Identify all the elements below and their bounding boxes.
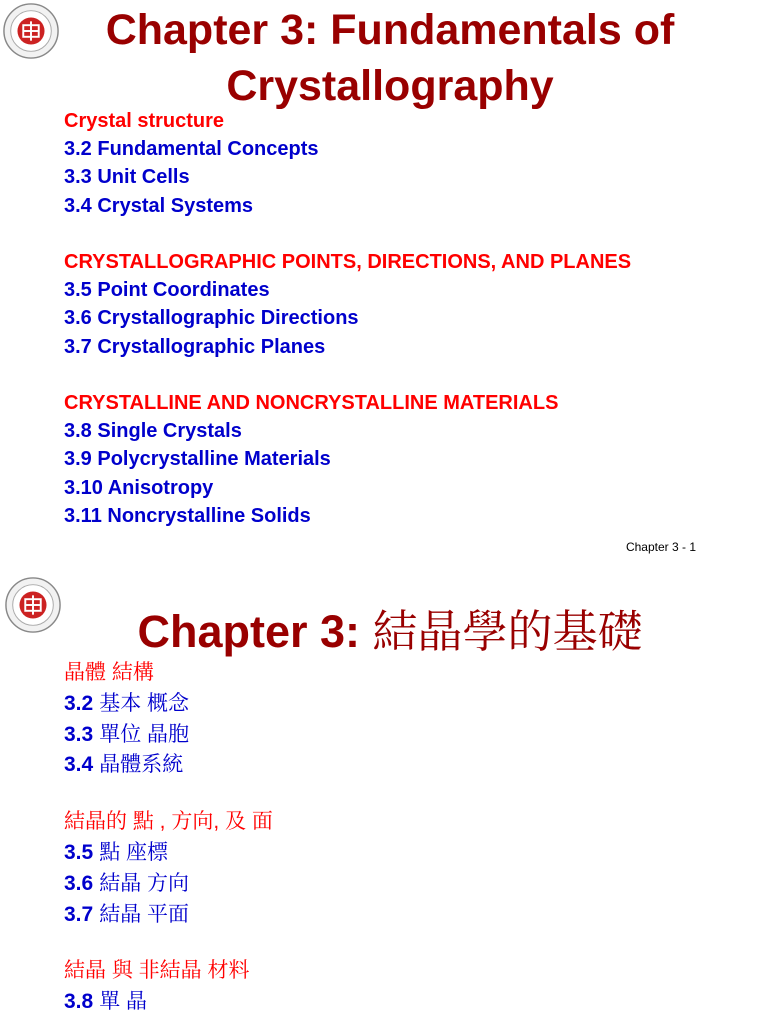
table-of-contents: [64, 107, 664, 530]
item-number: 3.6: [64, 871, 94, 895]
section-heading: Crystal structure: [64, 110, 225, 132]
title-line-1: Chapter 3: Fundamentals of: [105, 6, 675, 54]
toc-item: [64, 900, 664, 931]
toc-item: 3.2 Fundamental Concepts: [64, 138, 319, 161]
university-seal-icon: [2, 2, 60, 60]
section-heading: CRYSTALLINE AND NONCRYSTALLINE MATERIALS: [64, 392, 559, 414]
section-spacer: [64, 220, 664, 248]
section-heading: 結晶 與 非結晶 材料: [64, 959, 250, 983]
toc-item: [64, 987, 664, 1018]
toc-item: 3.8 Single Crystals: [64, 420, 242, 443]
toc-item: 3.5 Point Coordinates: [64, 279, 270, 302]
section-spacer: [64, 781, 664, 807]
toc-item: 3.10 Anisotropy: [64, 476, 214, 499]
toc-item: 3.9 Polycrystalline Materials: [64, 448, 331, 471]
slide-title: [100, 602, 680, 662]
item-number: 3.2: [64, 691, 94, 715]
table-of-contents: [64, 658, 664, 1018]
page-number: Chapter 3 - 1: [625, 540, 696, 554]
title-line-2: Crystallography: [226, 62, 554, 110]
item-number: 3.8: [64, 990, 94, 1014]
title-english: Chapter 3:: [137, 606, 373, 657]
item-text: 結晶 平面: [99, 902, 190, 926]
item-number: 3.4: [64, 753, 94, 777]
toc-item: 3.4 Crystal Systems: [64, 194, 254, 217]
item-number: 3.7: [64, 902, 94, 926]
section-heading: CRYSTALLOGRAPHIC POINTS, DIRECTIONS, AND PLANES: [64, 251, 632, 273]
item-number: 3.3: [64, 722, 94, 746]
university-seal-icon: [4, 576, 62, 634]
toc-item: [64, 689, 664, 720]
section-spacer: [64, 930, 664, 956]
toc-item: 3.7 Crystallographic Planes: [64, 335, 326, 358]
item-number: 3.5: [64, 840, 94, 864]
toc-item: 3.3 Unit Cells: [64, 166, 190, 189]
item-text: 單 晶: [99, 990, 148, 1014]
toc-item: [64, 750, 664, 781]
toc-item: 3.6 Crystallographic Directions: [64, 307, 359, 330]
item-text: 單位 晶胞: [99, 722, 190, 746]
item-text: 基本 概念: [99, 691, 190, 715]
toc-item: [64, 720, 664, 751]
item-text: 晶體系統: [99, 753, 184, 777]
item-text: 結晶 方向: [99, 871, 190, 895]
toc-item: [64, 838, 664, 869]
section-heading: 晶體 結構: [64, 661, 154, 684]
item-text: 點 座標: [99, 840, 169, 864]
section-spacer: [64, 361, 664, 389]
slide-chinese: [0, 566, 768, 1024]
slide-title: [60, 2, 720, 114]
toc-item: 3.11 Noncrystalline Solids: [64, 504, 311, 527]
title-chinese: 結晶學的基礎: [372, 606, 643, 657]
section-heading: 結晶的 點 , 方向, 及 面: [64, 810, 273, 834]
toc-item: [64, 869, 664, 900]
